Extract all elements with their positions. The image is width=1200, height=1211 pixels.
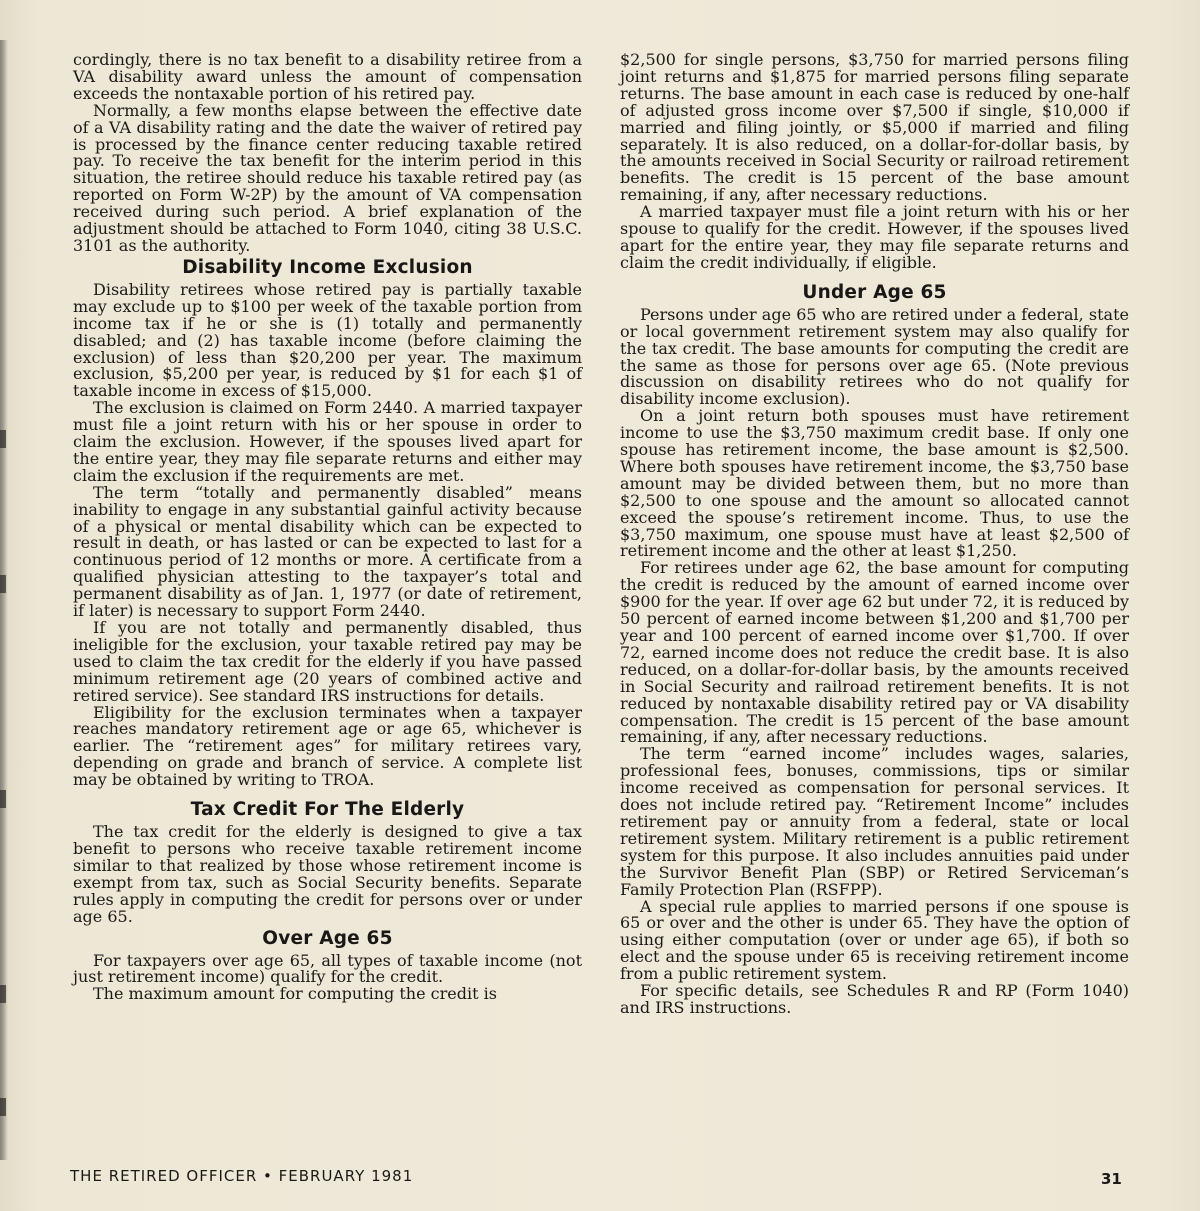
paragraph: Normally, a few months elapse between the effective date of a VA disability rating and the date the waiver of retired pay is processed by the finance center reducing taxable retired pay. To receive the tax benefit for the interim period in this situation, the retiree should reduce his taxable retired pay (as reported on Form W-2P) by the amount of VA compensation received during such period. A brief explanation of the adjustment should be attached to Form 1040, citing 38 U.S.C. 3101 as the authority. — [73, 100, 582, 255]
binding-mark — [0, 430, 6, 448]
right-column — [620, 52, 1129, 1017]
section-heading-over-age-65: Over Age 65 — [262, 927, 393, 949]
paragraph: For taxpayers over age 65, all types of taxable income (not just retirement income) qualify for the credit. — [73, 950, 582, 987]
binding-mark — [0, 790, 6, 808]
paragraph: Persons under age 65 who are retired under a federal, state or local government retirement system may also qualify for the tax credit. The base amounts for computing the credit are the same as those for persons over age 65. (Note previous discussion on disability retirees who do not qualify for disability income exclusion). — [620, 304, 1129, 409]
paragraph: cordingly, there is no tax benefit to a disability retiree from a VA disability award unless the amount of compensation exceeds the nontaxable portion of his retired pay. — [73, 50, 582, 103]
paragraph: For specific details, see Schedules R and RP (Form 1040) and IRS instructions. — [620, 981, 1129, 1017]
paragraph: Eligibility for the exclusion terminates when a taxpayer reaches mandatory retirement age or age 65, whichever is earlier. The “retirement ages” for military retirees vary, depending on grade and branch of service. A complete list may be obtained by writing to TROA. — [73, 702, 582, 790]
paragraph: For retirees under age 62, the base amount for computing the credit is reduced by the amount of earned income over $900 for the year. If over age 62 but under 72, it is reduced by 50 percent of earned income between $1,200 and $1,700 per year and 100 percent of earned income over $1,700. If over 72, earned income does not reduce the credit base. It is also reduced, on a dollar-for-dollar basis, by the amounts received in Social Security and railroad retirement benefits. It is not reduced by nontaxable disability retired pay or VA disability compensation. The credit is 15 percent of the base amount remaining, if any, after necessary reductions. — [620, 558, 1129, 747]
paragraph: A special rule applies to married persons if one spouse is 65 or over and the other is under 65. They have the option of using either computation (over or under age 65), if both so elect and the spouse under 65 is receiving retirement income from a public retirement system. — [620, 896, 1129, 984]
page-number: 31 — [1101, 1170, 1122, 1188]
publication-footer: THE RETIRED OFFICER • FEBRUARY 1981 — [70, 1167, 414, 1185]
binding-mark — [0, 1098, 6, 1116]
section-heading-under-age-65: Under Age 65 — [802, 281, 947, 303]
left-column — [73, 52, 582, 1003]
binding-mark — [0, 985, 6, 1003]
paragraph: The maximum amount for computing the credit is — [93, 984, 497, 1004]
paragraph: The tax credit for the elderly is designed to give a tax benefit to persons who receive taxable retirement income similar to that realized by those whose retirement income is exempt from tax, such as Social Security benefits. Separate rules apply in computing the credit for persons over or under age 65. — [73, 822, 582, 926]
paragraph: On a joint return both spouses must have retirement income to use the $3,750 maximum credit base. If only one spouse has retirement income, the base amount is $2,500. Where both spouses have retirement income, the $3,750 base amount may be divided between them, but no more than $2,500 to one spouse and the amount so allocated cannot exceed the spouse’s retirement income. Thus, to use the $3,750 maximum, one spouse must have at least $2,500 of retirement income and the other at least $1,250. — [620, 406, 1129, 561]
paragraph: A married taxpayer must file a joint return with his or her spouse to qualify for the credit. However, if the spouses lived apart for the entire year, they may file separate returns and claim the credit individually, if eligible. — [620, 202, 1129, 272]
paragraph: If you are not totally and permanently disabled, thus ineligible for the exclusion, your taxable retired pay may be used to claim the tax credit for the elderly if you have passed minimum retirement age (20 years of combined active and retired service). See standard IRS instructions for details. — [73, 618, 582, 705]
paragraph: The exclusion is claimed on Form 2440. A married taxpayer must file a joint return with his or her spouse in order to claim the exclusion. However, if the spouses lived apart for the entire year, they may file separate returns and either may claim the exclusion if the requirements are met. — [73, 398, 582, 485]
paragraph: The term “earned income” includes wages, salaries, professional fees, bonuses, commissions, tips or similar income received as compensation for personal services. It does not include retired pay. “Retirement Income” includes retirement pay or annuity from a federal, state or local retirement system. Military retirement is a public retirement system for this purpose. It also includes annuities paid under the Survivor Benefit Plan (SBP) or Retired Serviceman’s Family Protection Plan (RSFPP). — [620, 744, 1129, 899]
section-heading-tax-credit-elderly: Tax Credit For The Elderly — [190, 799, 465, 821]
section-heading-disability-income-exclusion: Disability Income Exclusion — [182, 256, 473, 278]
paragraph: Disability retirees whose retired pay is partially taxable may exclude up to $100 per week of the taxable portion from income tax if he or she is (1) totally and permanently disabled; and (2) has taxable income (before claiming the exclusion) of less than $20,200 per year. The maximum exclusion, $5,200 per year, is reduced by $1 for each $1 of taxable income in excess of $15,000. — [73, 279, 582, 401]
binding-mark — [0, 575, 6, 593]
paragraph: The term “totally and permanently disabled” means inability to engage in any substantial gainful activity because of a physical or mental disability which can be expected to result in death, or has lasted or can be expected to last for a continuous period of 12 months or more. A certificate from a qualified physician attesting to the taxpayer’s total and permanent disability as of Jan. 1, 1977 (or date of retirement, if later) is necessary to support Form 2440. — [73, 482, 582, 621]
paragraph: $2,500 for single persons, $3,750 for married persons filing joint returns and $1,875 for married persons filing separate returns. The base amount in each case is reduced by one-half of adjusted gross income over $7,500 if single, $10,000 if married and filing jointly, or $5,000 if married and filing separately. It is also reduced, on a dollar-for-dollar basis, by the amounts received in Social Security or railroad retirement benefits. The credit is 15 percent of the base amount remaining, if any, after necessary reductions. — [620, 50, 1129, 205]
